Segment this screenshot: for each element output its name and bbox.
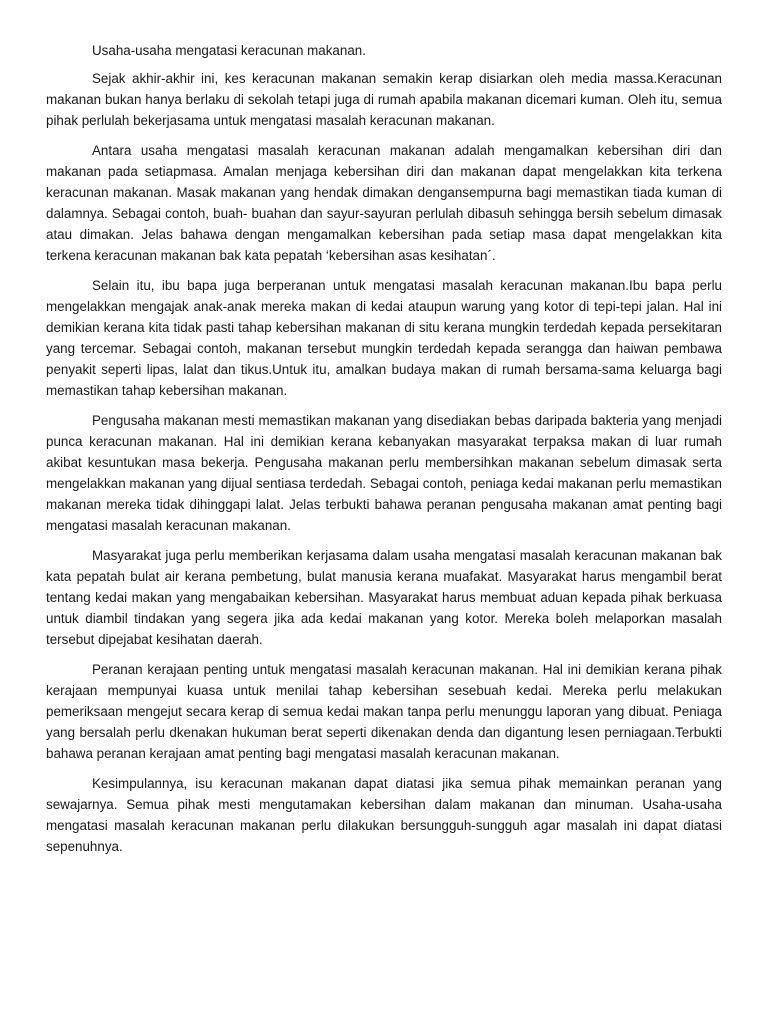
paragraph-community-role: Masyarakat juga perlu memberikan kerjasama dalam usaha mengatasi masalah keracunan makanan bak kata pepatah bulat air kerana pembetung, bulat manusia kerana muafakat. Masyarakat harus mengambil berat tentang kedai makan yang mengabaikan kebersihan. Masyarakat harus membuat aduan kepada pihak berkuasa untuk diambil tindakan yang segera jika ada kedai makanan yang kotor. Mereka boleh melaporkan masalah tersebut dipejabat kesihatan daerah. — [46, 548, 722, 647]
document-page — [46, 40, 722, 866]
paragraph-personal-hygiene: Antara usaha mengatasi masalah keracunan makanan adalah mengamalkan kebersihan diri dan makanan pada setiapmasa. Amalan menjaga kebersihan diri dan makanan dapat mengelakkan kita terkena keracunan makanan. Masak makanan yang hendak dimakan dengansempurna bagi memastikan tiada kuman di dalamnya. Sebagai contoh, buah- buahan dan sayur-sayuran perlulah dibasuh sehingga bersih sebelum dimasak atau dimakan. Jelas bahawa dengan mengamalkan kebersihan pada setiap masa dapat mengelakkan kita terkena keracunan makanan bak kata pepatah ‘kebersihan asas kesihatan´. — [46, 143, 722, 263]
paragraph-food-operators: Pengusaha makanan mesti memastikan makanan yang disediakan bebas daripada bakteria yang menjadi punca keracunan makanan. Hal ini demikian kerana kebanyakan masyarakat terpaksa makan di luar rumah akibat kesuntukan masa bekerja. Pengusaha makanan perlu membersihkan makanan sebelum dimasak serta mengelakkan makanan yang dijual sentiasa terdedah. Sebagai contoh, peniaga kedai makanan perlu memastikan makanan mereka tidak dihinggapi lalat. Jelas terbukti bahawa peranan pengusaha makanan amat penting bagi mengatasi masalah keracunan makanan. — [46, 413, 722, 533]
document-title: Usaha-usaha mengatasi keracunan makanan. — [92, 43, 366, 58]
paragraph-conclusion: Kesimpulannya, isu keracunan makanan dapat diatasi jika semua pihak memainkan peranan yang sewajarnya. Semua pihak mesti mengutamakan kebersihan dalam makanan dan minuman. Usaha-usaha mengatasi masalah keracunan makanan perlu dilakukan bersungguh-sungguh agar masalah ini dapat diatasi sepenuhnya. — [46, 776, 722, 854]
paragraph-introduction: Sejak akhir-akhir ini, kes keracunan makanan semakin kerap disiarkan oleh media massa.Keracunan makanan bukan hanya berlaku di sekolah tetapi juga di rumah apabila makanan dicemari kuman. Oleh itu, semua pihak perlulah bekerjasama untuk mengatasi masalah keracunan makanan. — [46, 71, 722, 128]
paragraph-parents-role: Selain itu, ibu bapa juga berperanan untuk mengatasi masalah keracunan makanan.Ibu bapa perlu mengelakkan mengajak anak-anak mereka makan di kedai ataupun warung yang kotor di tepi-tepi jalan. Hal ini demikian kerana kita tidak pasti tahap kebersihan makanan di situ kerana mungkin terdedah kepada persekitaran yang tercemar. Sebagai contoh, makanan tersebut mungkin terdedah kepada serangga dan haiwan pembawa penyakit seperti lipas, lalat dan tikus.Untuk itu, amalkan budaya makan di rumah bersama-sama keluarga bagi memastikan tahap kebersihan makanan. — [46, 278, 722, 398]
paragraph-government-role: Peranan kerajaan penting untuk mengatasi masalah keracunan makanan. Hal ini demikian kerana pihak kerajaan mempunyai kuasa untuk menilai tahap kebersihan sesebuah kedai. Mereka perlu melakukan pemeriksaan mengejut secara kerap di semua kedai makan tanpa perlu menunggu laporan yang dibuat. Peniaga yang bersalah perlu dkenakan hukuman berat seperti dikenakan denda dan digantung lesen perniagaan.Terbukti bahawa peranan kerajaan amat penting bagi mengatasi masalah keracunan makanan. — [46, 662, 722, 761]
